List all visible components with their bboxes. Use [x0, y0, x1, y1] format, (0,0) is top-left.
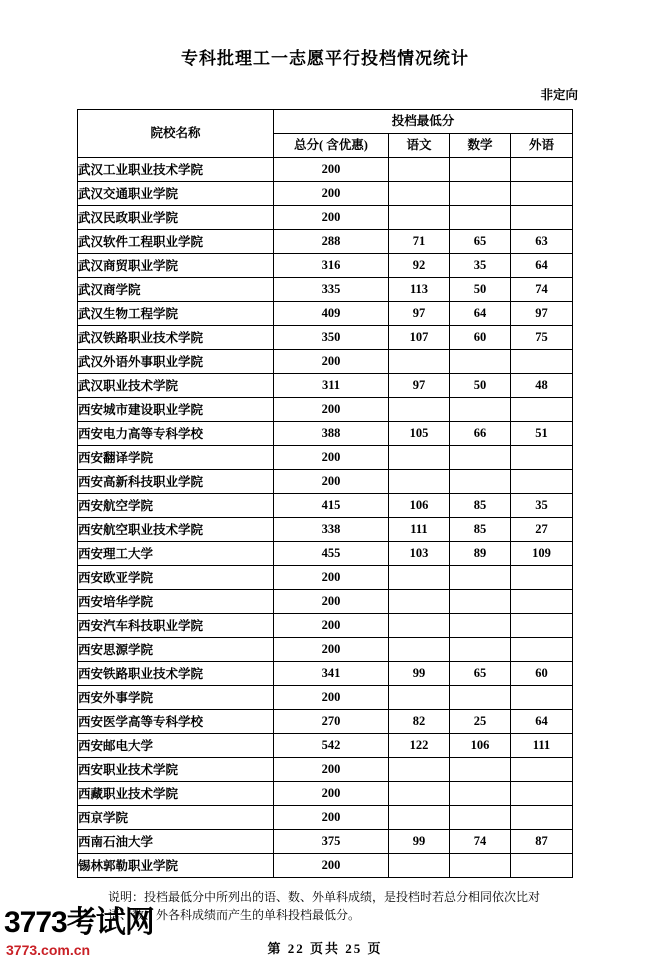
cell-total: 375 [273, 830, 388, 854]
cell-chinese: 97 [388, 302, 449, 326]
cell-school: 西安职业技术学院 [77, 758, 273, 782]
subtitle-label: 非定向 [540, 88, 578, 102]
cell-school: 武汉商贸职业学院 [77, 254, 273, 278]
table-row [77, 614, 572, 638]
cell-foreign [510, 470, 572, 494]
cell-school: 西京学院 [77, 806, 273, 830]
cell-foreign [510, 614, 572, 638]
cell-chinese: 103 [388, 542, 449, 566]
cell-school: 武汉商学院 [77, 278, 273, 302]
cell-total: 455 [273, 542, 388, 566]
cell-total: 200 [273, 182, 388, 206]
table-row [77, 206, 572, 230]
cell-chinese [388, 758, 449, 782]
table-row [77, 182, 572, 206]
cell-chinese [388, 686, 449, 710]
cell-school: 西安高新科技职业学院 [77, 470, 273, 494]
cell-chinese: 99 [388, 830, 449, 854]
cell-math [449, 566, 510, 590]
cell-chinese [388, 158, 449, 182]
cell-chinese: 82 [388, 710, 449, 734]
column-header-chinese: 语文 [388, 134, 449, 158]
cell-school: 西安航空职业技术学院 [77, 518, 273, 542]
table-row [77, 518, 572, 542]
cell-math: 65 [449, 662, 510, 686]
cell-school: 西安外事学院 [77, 686, 273, 710]
cell-chinese [388, 446, 449, 470]
cell-school: 西藏职业技术学院 [77, 782, 273, 806]
cell-school: 西安电力高等专科学校 [77, 422, 273, 446]
cell-math [449, 158, 510, 182]
table-row [77, 350, 572, 374]
score-table [77, 109, 573, 878]
cell-foreign: 87 [510, 830, 572, 854]
cell-math: 85 [449, 518, 510, 542]
cell-math [449, 350, 510, 374]
cell-foreign: 35 [510, 494, 572, 518]
cell-total: 200 [273, 782, 388, 806]
cell-chinese [388, 566, 449, 590]
cell-total: 341 [273, 662, 388, 686]
table-body [77, 158, 572, 878]
table-header-row-1 [77, 110, 572, 134]
cell-total: 316 [273, 254, 388, 278]
cell-school: 西安医学高等专科学校 [77, 710, 273, 734]
cell-chinese [388, 614, 449, 638]
table-row [77, 326, 572, 350]
cell-chinese: 107 [388, 326, 449, 350]
cell-total: 200 [273, 686, 388, 710]
cell-math [449, 590, 510, 614]
cell-chinese [388, 182, 449, 206]
table-row [77, 446, 572, 470]
cell-foreign [510, 806, 572, 830]
cell-foreign: 48 [510, 374, 572, 398]
table-row [77, 710, 572, 734]
table-row [77, 374, 572, 398]
cell-school: 西安思源学院 [77, 638, 273, 662]
table-note: 说明：投档最低分中所列出的语、数、外单科成绩，是投档时若总分相同依次比对语、数、外各科成绩而产生的单科投档最低分。 [108, 890, 541, 922]
cell-math: 106 [449, 734, 510, 758]
table-row [77, 398, 572, 422]
cell-total: 200 [273, 806, 388, 830]
cell-chinese: 122 [388, 734, 449, 758]
table-row [77, 302, 572, 326]
cell-foreign: 27 [510, 518, 572, 542]
table-row [77, 734, 572, 758]
cell-school: 西安翻译学院 [77, 446, 273, 470]
cell-math [449, 638, 510, 662]
cell-school: 西安邮电大学 [77, 734, 273, 758]
cell-chinese: 111 [388, 518, 449, 542]
cell-chinese: 106 [388, 494, 449, 518]
cell-chinese [388, 638, 449, 662]
table-row [77, 254, 572, 278]
cell-chinese [388, 854, 449, 878]
cell-foreign: 111 [510, 734, 572, 758]
document-page [0, 44, 650, 964]
cell-math [449, 470, 510, 494]
page-title: 专科批理工一志愿平行投档情况统计 [181, 49, 469, 69]
cell-math: 35 [449, 254, 510, 278]
cell-math: 66 [449, 422, 510, 446]
cell-chinese [388, 806, 449, 830]
cell-math [449, 686, 510, 710]
cell-total: 200 [273, 350, 388, 374]
cell-math [449, 446, 510, 470]
table-row [77, 830, 572, 854]
cell-foreign [510, 182, 572, 206]
cell-foreign [510, 350, 572, 374]
cell-math: 65 [449, 230, 510, 254]
footer-middle: 页共 [309, 941, 340, 956]
cell-math [449, 182, 510, 206]
cell-chinese [388, 470, 449, 494]
cell-math [449, 854, 510, 878]
table-row [77, 422, 572, 446]
cell-chinese: 99 [388, 662, 449, 686]
cell-total: 200 [273, 446, 388, 470]
cell-total: 200 [273, 206, 388, 230]
cell-total: 388 [273, 422, 388, 446]
cell-math: 64 [449, 302, 510, 326]
cell-school: 西安城市建设职业学院 [77, 398, 273, 422]
cell-total: 542 [273, 734, 388, 758]
table-row [77, 494, 572, 518]
cell-total: 200 [273, 470, 388, 494]
cell-chinese: 105 [388, 422, 449, 446]
cell-total: 200 [273, 854, 388, 878]
cell-foreign [510, 398, 572, 422]
footer-total-pages: 25 [345, 941, 363, 956]
cell-foreign [510, 590, 572, 614]
watermark-text: 3773考试网 [4, 906, 154, 939]
cell-math: 60 [449, 326, 510, 350]
cell-chinese [388, 206, 449, 230]
table-row [77, 758, 572, 782]
cell-math [449, 758, 510, 782]
table-row [77, 590, 572, 614]
table-row [77, 806, 572, 830]
cell-total: 350 [273, 326, 388, 350]
cell-total: 311 [273, 374, 388, 398]
cell-math: 74 [449, 830, 510, 854]
cell-math: 85 [449, 494, 510, 518]
cell-school: 武汉生物工程学院 [77, 302, 273, 326]
cell-total: 335 [273, 278, 388, 302]
cell-foreign [510, 446, 572, 470]
cell-chinese: 97 [388, 374, 449, 398]
cell-foreign: 63 [510, 230, 572, 254]
column-header-math: 数学 [449, 134, 510, 158]
column-header-foreign: 外语 [510, 134, 572, 158]
cell-school: 西安航空学院 [77, 494, 273, 518]
cell-foreign [510, 782, 572, 806]
cell-total: 270 [273, 710, 388, 734]
cell-school: 西安理工大学 [77, 542, 273, 566]
cell-foreign: 74 [510, 278, 572, 302]
cell-foreign: 51 [510, 422, 572, 446]
cell-chinese: 71 [388, 230, 449, 254]
cell-school: 西安欧亚学院 [77, 566, 273, 590]
cell-school: 西安培华学院 [77, 590, 273, 614]
footer-suffix: 页 [367, 941, 383, 956]
table-row [77, 854, 572, 878]
cell-math: 50 [449, 374, 510, 398]
cell-total: 200 [273, 590, 388, 614]
cell-total: 409 [273, 302, 388, 326]
column-header-total: 总分( 含优惠) [273, 134, 388, 158]
table-row [77, 686, 572, 710]
cell-math [449, 614, 510, 638]
table-row [77, 638, 572, 662]
table-row [77, 662, 572, 686]
cell-math [449, 206, 510, 230]
cell-math [449, 806, 510, 830]
page-footer [0, 938, 650, 957]
cell-foreign [510, 758, 572, 782]
table-row [77, 782, 572, 806]
cell-school: 西安铁路职业技术学院 [77, 662, 273, 686]
cell-school: 武汉工业职业技术学院 [77, 158, 273, 182]
cell-foreign [510, 686, 572, 710]
cell-school: 武汉软件工程职业学院 [77, 230, 273, 254]
watermark-url: 3773.com.cn [6, 942, 91, 958]
cell-school: 武汉民政职业学院 [77, 206, 273, 230]
cell-total: 288 [273, 230, 388, 254]
cell-total: 415 [273, 494, 388, 518]
cell-math: 89 [449, 542, 510, 566]
cell-school: 武汉交通职业学院 [77, 182, 273, 206]
cell-foreign: 97 [510, 302, 572, 326]
cell-foreign [510, 566, 572, 590]
cell-foreign: 64 [510, 710, 572, 734]
cell-total: 338 [273, 518, 388, 542]
cell-math: 25 [449, 710, 510, 734]
cell-total: 200 [273, 758, 388, 782]
footer-page-number: 22 [287, 941, 305, 956]
cell-foreign: 109 [510, 542, 572, 566]
cell-chinese: 92 [388, 254, 449, 278]
table-row [77, 566, 572, 590]
watermark-logo [4, 908, 154, 938]
cell-total: 200 [273, 398, 388, 422]
cell-foreign [510, 854, 572, 878]
cell-math: 50 [449, 278, 510, 302]
cell-school: 武汉职业技术学院 [77, 374, 273, 398]
cell-foreign [510, 206, 572, 230]
cell-foreign: 75 [510, 326, 572, 350]
table-row [77, 278, 572, 302]
cell-chinese [388, 350, 449, 374]
table-row [77, 158, 572, 182]
table-row [77, 470, 572, 494]
cell-foreign [510, 158, 572, 182]
column-header-group: 投档最低分 [273, 110, 572, 134]
cell-total: 200 [273, 158, 388, 182]
cell-school: 武汉外语外事职业学院 [77, 350, 273, 374]
cell-foreign: 64 [510, 254, 572, 278]
cell-chinese [388, 398, 449, 422]
column-header-school: 院校名称 [77, 110, 273, 158]
cell-chinese [388, 590, 449, 614]
cell-math [449, 398, 510, 422]
cell-total: 200 [273, 566, 388, 590]
cell-school: 西南石油大学 [77, 830, 273, 854]
cell-chinese [388, 782, 449, 806]
cell-total: 200 [273, 638, 388, 662]
table-row [77, 542, 572, 566]
cell-foreign: 60 [510, 662, 572, 686]
cell-school: 西安汽车科技职业学院 [77, 614, 273, 638]
cell-chinese: 113 [388, 278, 449, 302]
cell-school: 武汉铁路职业技术学院 [77, 326, 273, 350]
cell-math [449, 782, 510, 806]
table-row [77, 230, 572, 254]
cell-foreign [510, 638, 572, 662]
cell-total: 200 [273, 614, 388, 638]
footer-prefix: 第 [267, 941, 283, 956]
cell-school: 锡林郭勒职业学院 [77, 854, 273, 878]
